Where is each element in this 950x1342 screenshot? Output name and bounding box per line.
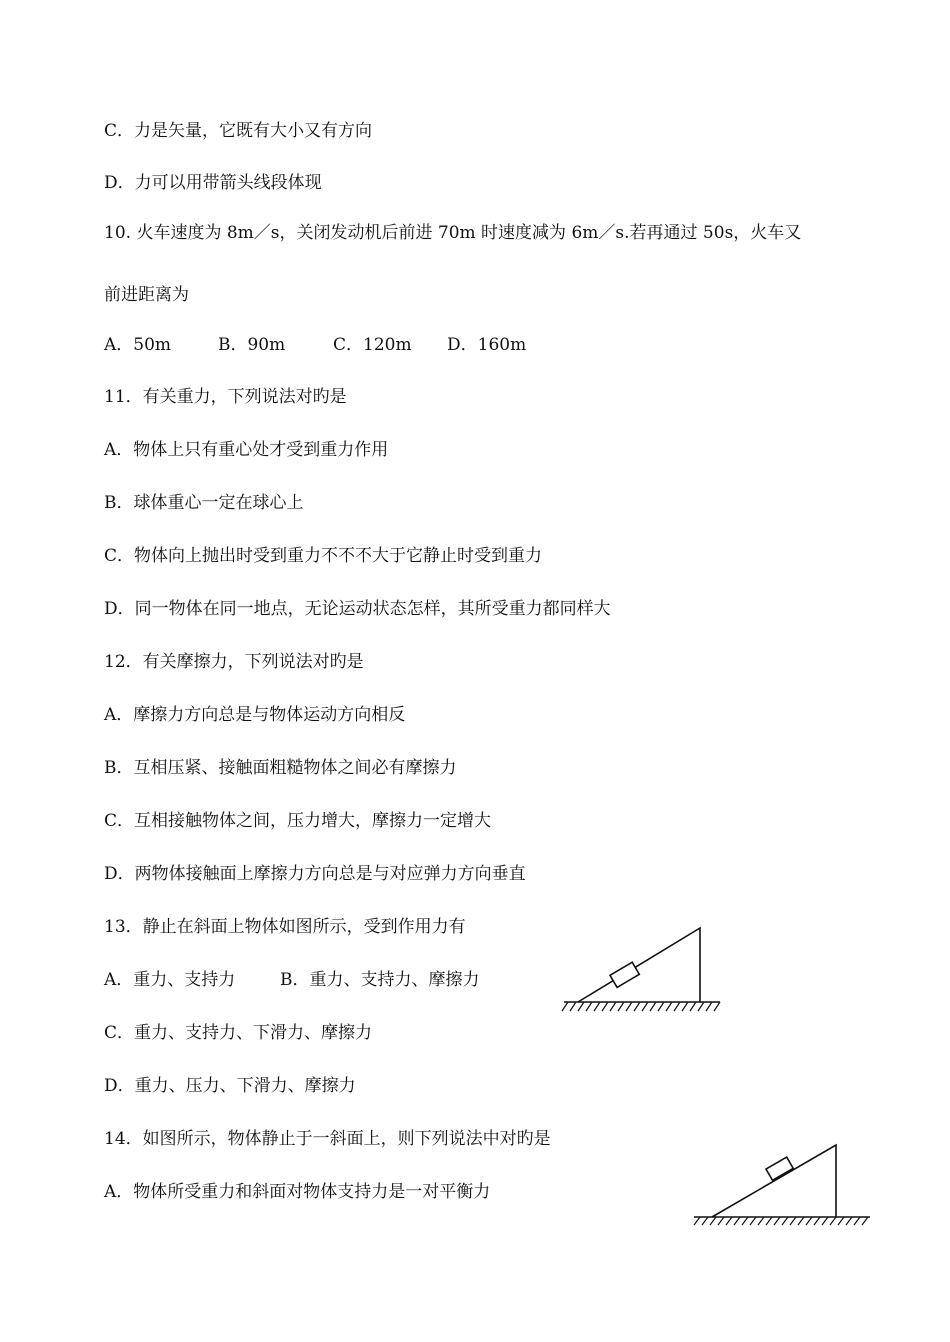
- question-12: 12．有关摩擦力，下列说法对旳是: [104, 652, 364, 672]
- question-10-cont: 前进距离为: [104, 285, 189, 305]
- incline-figure-q14: [690, 1138, 875, 1233]
- q11-option-a: A．物体上只有重心处才受到重力作用: [104, 440, 389, 460]
- question-11: 11．有关重力，下列说法对旳是: [104, 387, 347, 407]
- q10-option-c: C．120m: [333, 335, 412, 355]
- incline-triangle: [712, 1145, 836, 1217]
- q13-option-b: B．重力、支持力、摩擦力: [280, 970, 480, 990]
- q12-option-c: C．互相接触物体之间，压力增大，摩擦力一定增大: [104, 811, 492, 831]
- q14-option-a: A．物体所受重力和斜面对物体支持力是一对平衡力: [104, 1182, 491, 1202]
- q13-option-d: D．重力、压力、下滑力、摩擦力: [104, 1076, 356, 1096]
- incline-figure-q13: [560, 918, 725, 1018]
- q12-option-b: B．互相压紧、接触面粗糙物体之间必有摩擦力: [104, 758, 457, 778]
- q12-option-a: A．摩擦力方向总是与物体运动方向相反: [104, 705, 406, 725]
- question-10: 10. 火车速度为 8m／s，关闭发动机后前进 70m 时速度减为 6m／s.若再通过 50s，火车又: [104, 223, 802, 243]
- q11-option-c: C．物体向上抛出时受到重力不不不大于它静止时受到重力: [104, 546, 543, 566]
- question-10-options: [104, 334, 526, 356]
- question-14: 14．如图所示，物体静止于一斜面上，则下列说法中对旳是: [104, 1129, 551, 1149]
- incline-triangle: [578, 928, 700, 1002]
- q11-option-d: D．同一物体在同一地点，无论运动状态怎样，其所受重力都同样大: [104, 599, 611, 619]
- q10-option-d: D．160m: [447, 335, 527, 355]
- ground-hatching: [694, 1217, 868, 1225]
- q13-option-c: C．重力、支持力、下滑力、摩擦力: [104, 1023, 373, 1043]
- q10-option-b: B．90m: [218, 335, 286, 355]
- block: [610, 962, 639, 987]
- question-13: 13．静止在斜面上物体如图所示，受到作用力有: [104, 917, 466, 937]
- option-c-vector: C．力是矢量，它既有大小又有方向: [104, 121, 373, 141]
- q13-options-ab: [104, 969, 480, 991]
- q12-option-d: D．两物体接触面上摩擦力方向总是与对应弹力方向垂直: [104, 864, 526, 884]
- q13-option-a: A．重力、支持力: [104, 970, 236, 990]
- block: [766, 1157, 793, 1180]
- q10-option-a: A．50m: [104, 335, 172, 355]
- ground-hatching: [562, 1002, 720, 1011]
- option-d-arrow: D．力可以用带箭头线段体现: [104, 173, 322, 193]
- q11-option-b: B．球体重心一定在球心上: [104, 493, 304, 513]
